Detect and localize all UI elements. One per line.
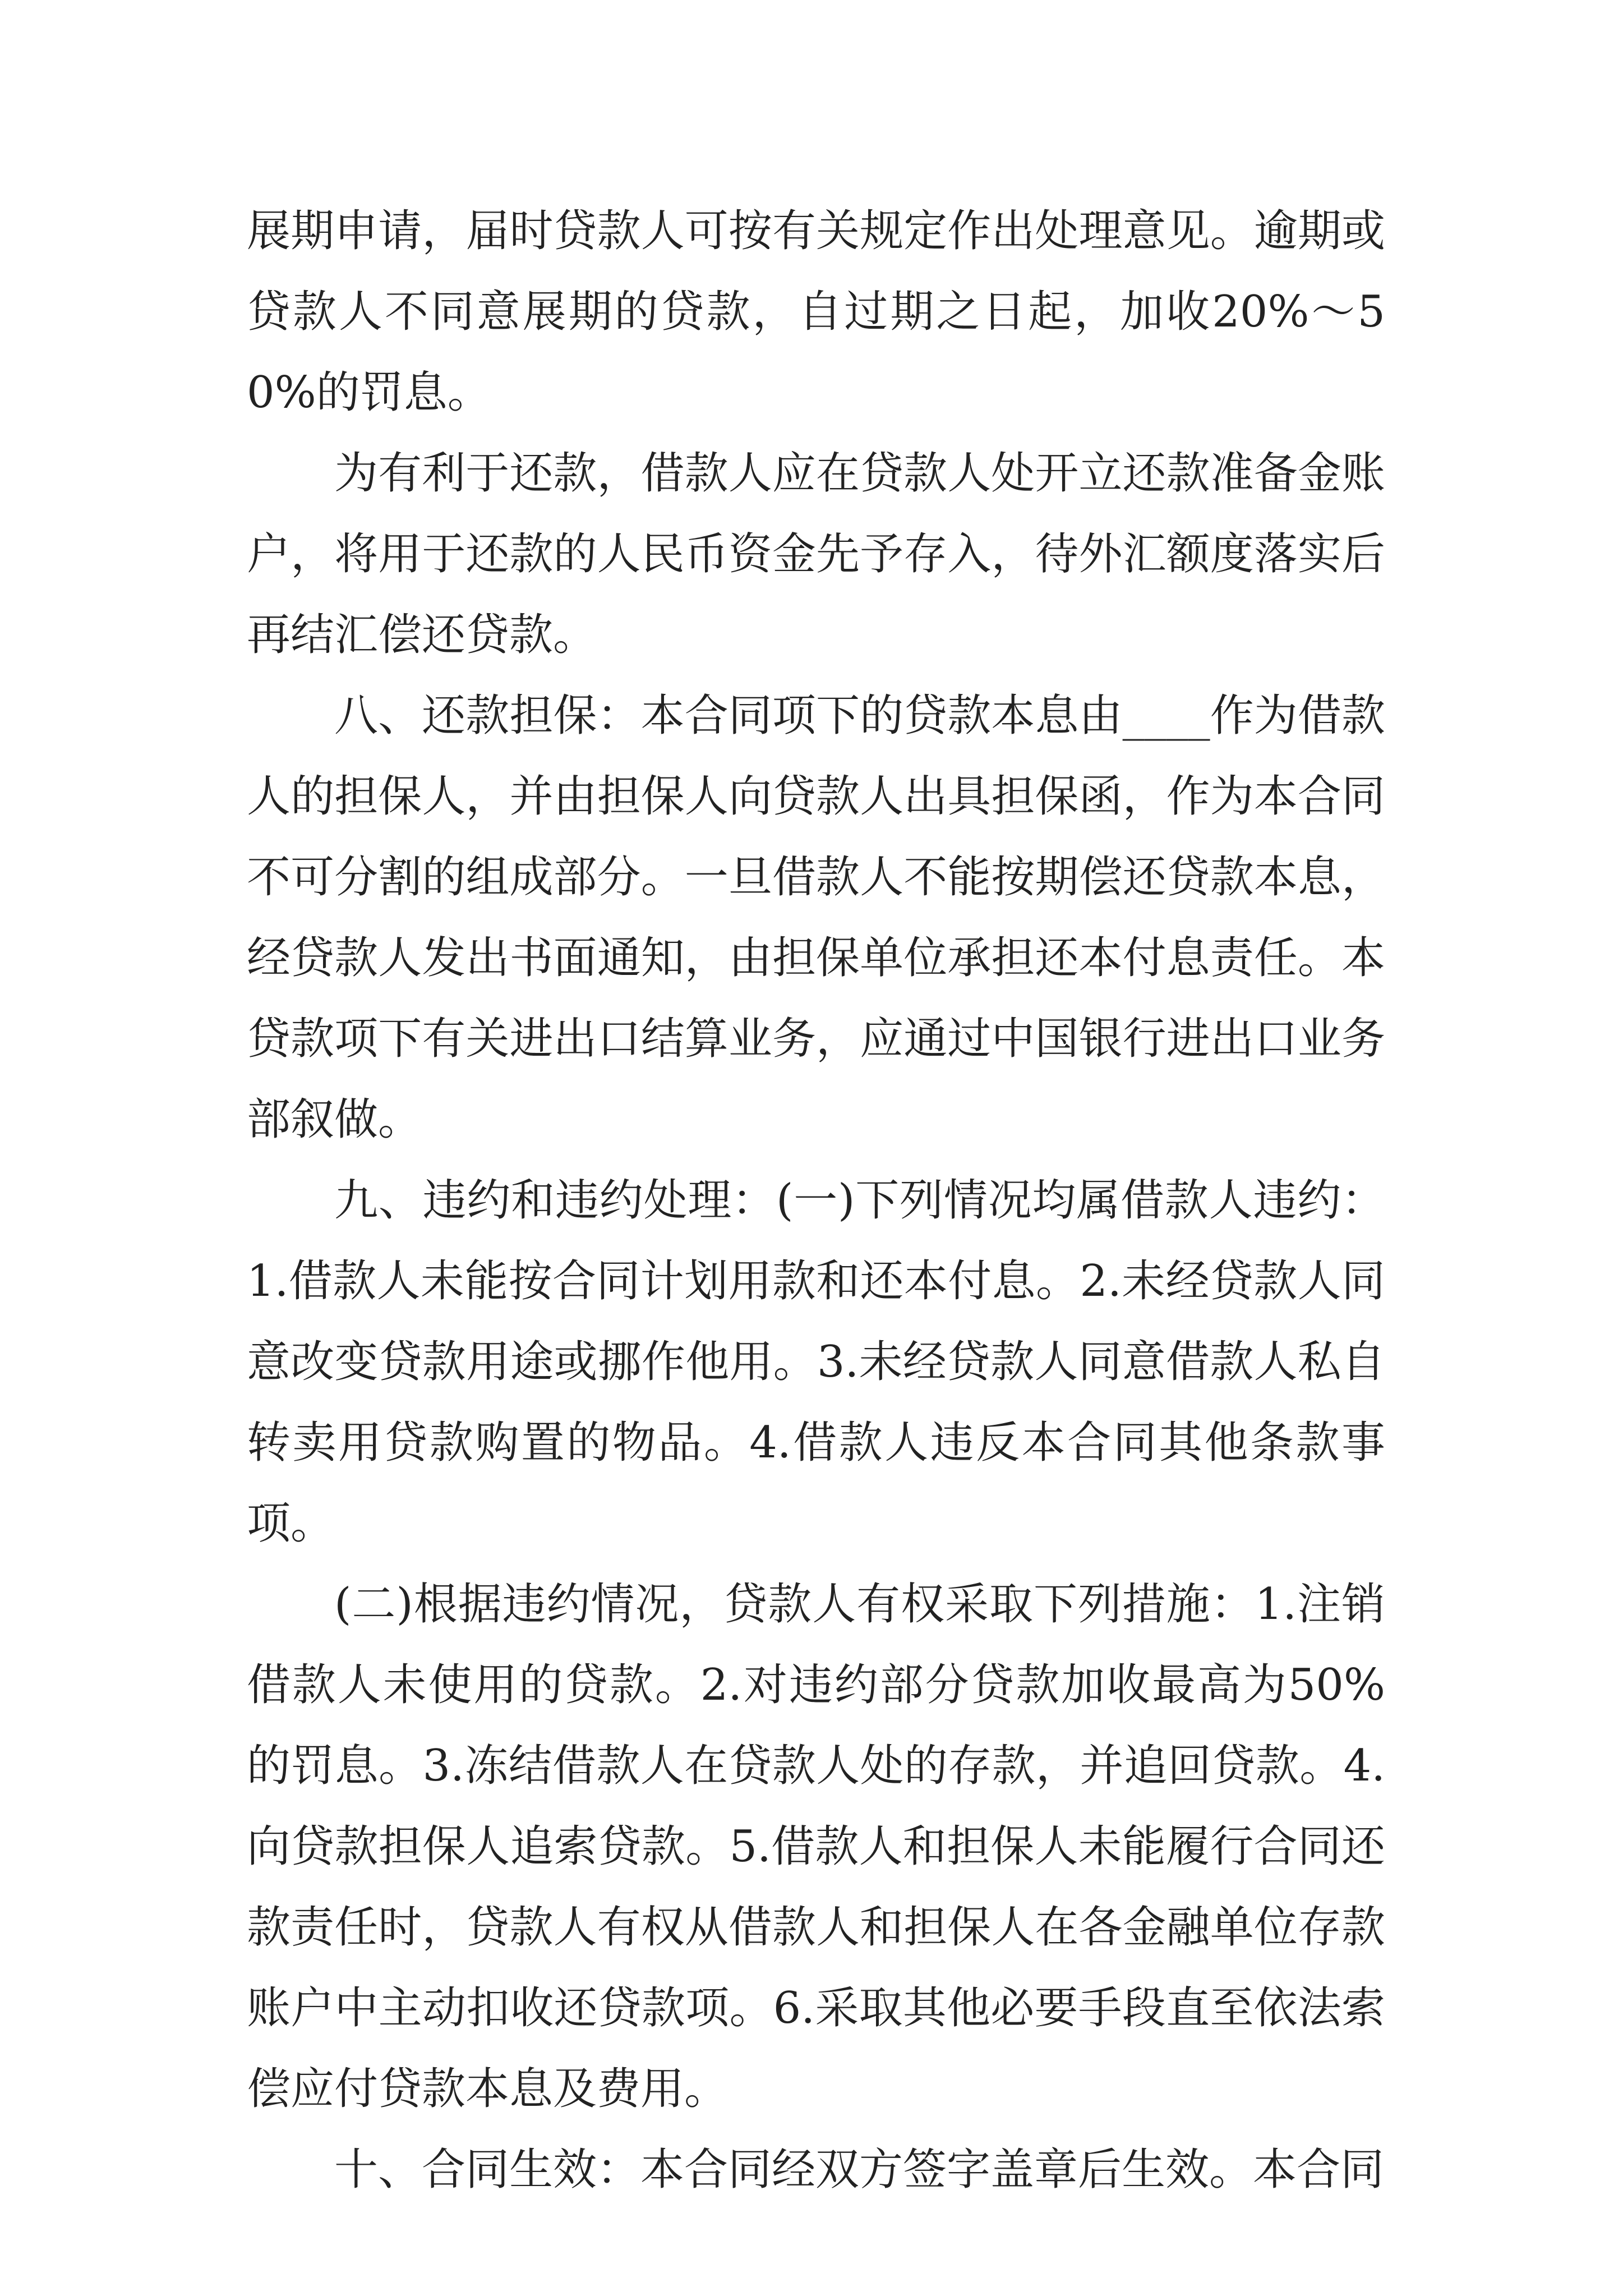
paragraph-breach: 九、违约和违约处理：(一)下列情况均属借款人违约：1.借款人未能按合同计划用款和还本付息。2.未经贷款人同意改变贷款用途或挪作他用。3.未经贷款人同意借款人私自转卖用贷款购置的物品。4.借款人违反本合同其他条款事项。 [247, 1175, 1385, 1549]
paragraph-guarantee: 八、还款担保：本合同项下的贷款本息由____作为借款人的担保人，并由担保人向贷款人出具担保函，作为本合同不可分割的组成部分。一旦借款人不能按期偿还贷款本息，经贷款人发出书面通知，由担保单位承担还本付息责任。本贷款项下有关进出口结算业务，应通过中国银行进出口业务部叙做。 [247, 691, 1385, 1145]
paragraph-repayment-reserve: 为有利于还款，借款人应在贷款人处开立还款准备金账户，将用于还款的人民币资金先予存入，待外汇额度落实后再结汇偿还贷款。 [247, 448, 1385, 660]
paragraph-contract-effective: 十、合同生效：本合同经双方签字盖章后生效。本合同 [334, 2145, 1385, 2195]
paragraph-breach-measures: (二)根据违约情况，贷款人有权采取下列措施：1.注销借款人未使用的贷款。2.对违约部分贷款加收最高为50%的罚息。3.冻结借款人在贷款人处的存款，并追回贷款。4.向贷款担保人追索贷款。5.借款人和担保人未能履行合同还款责任时，贷款人有权从借款人和担保人在各金融单位存款账户中主动扣收还贷款项。6.采取其他必要手段直至依法索偿应付贷款本息及费用。 [247, 1579, 1385, 2114]
paragraph-extension-penalty: 展期申请，届时贷款人可按有关规定作出处理意见。逾期或贷款人不同意展期的贷款，自过期之日起，加收20%～50%的罚息。 [247, 206, 1385, 418]
document-body [247, 191, 1385, 2210]
